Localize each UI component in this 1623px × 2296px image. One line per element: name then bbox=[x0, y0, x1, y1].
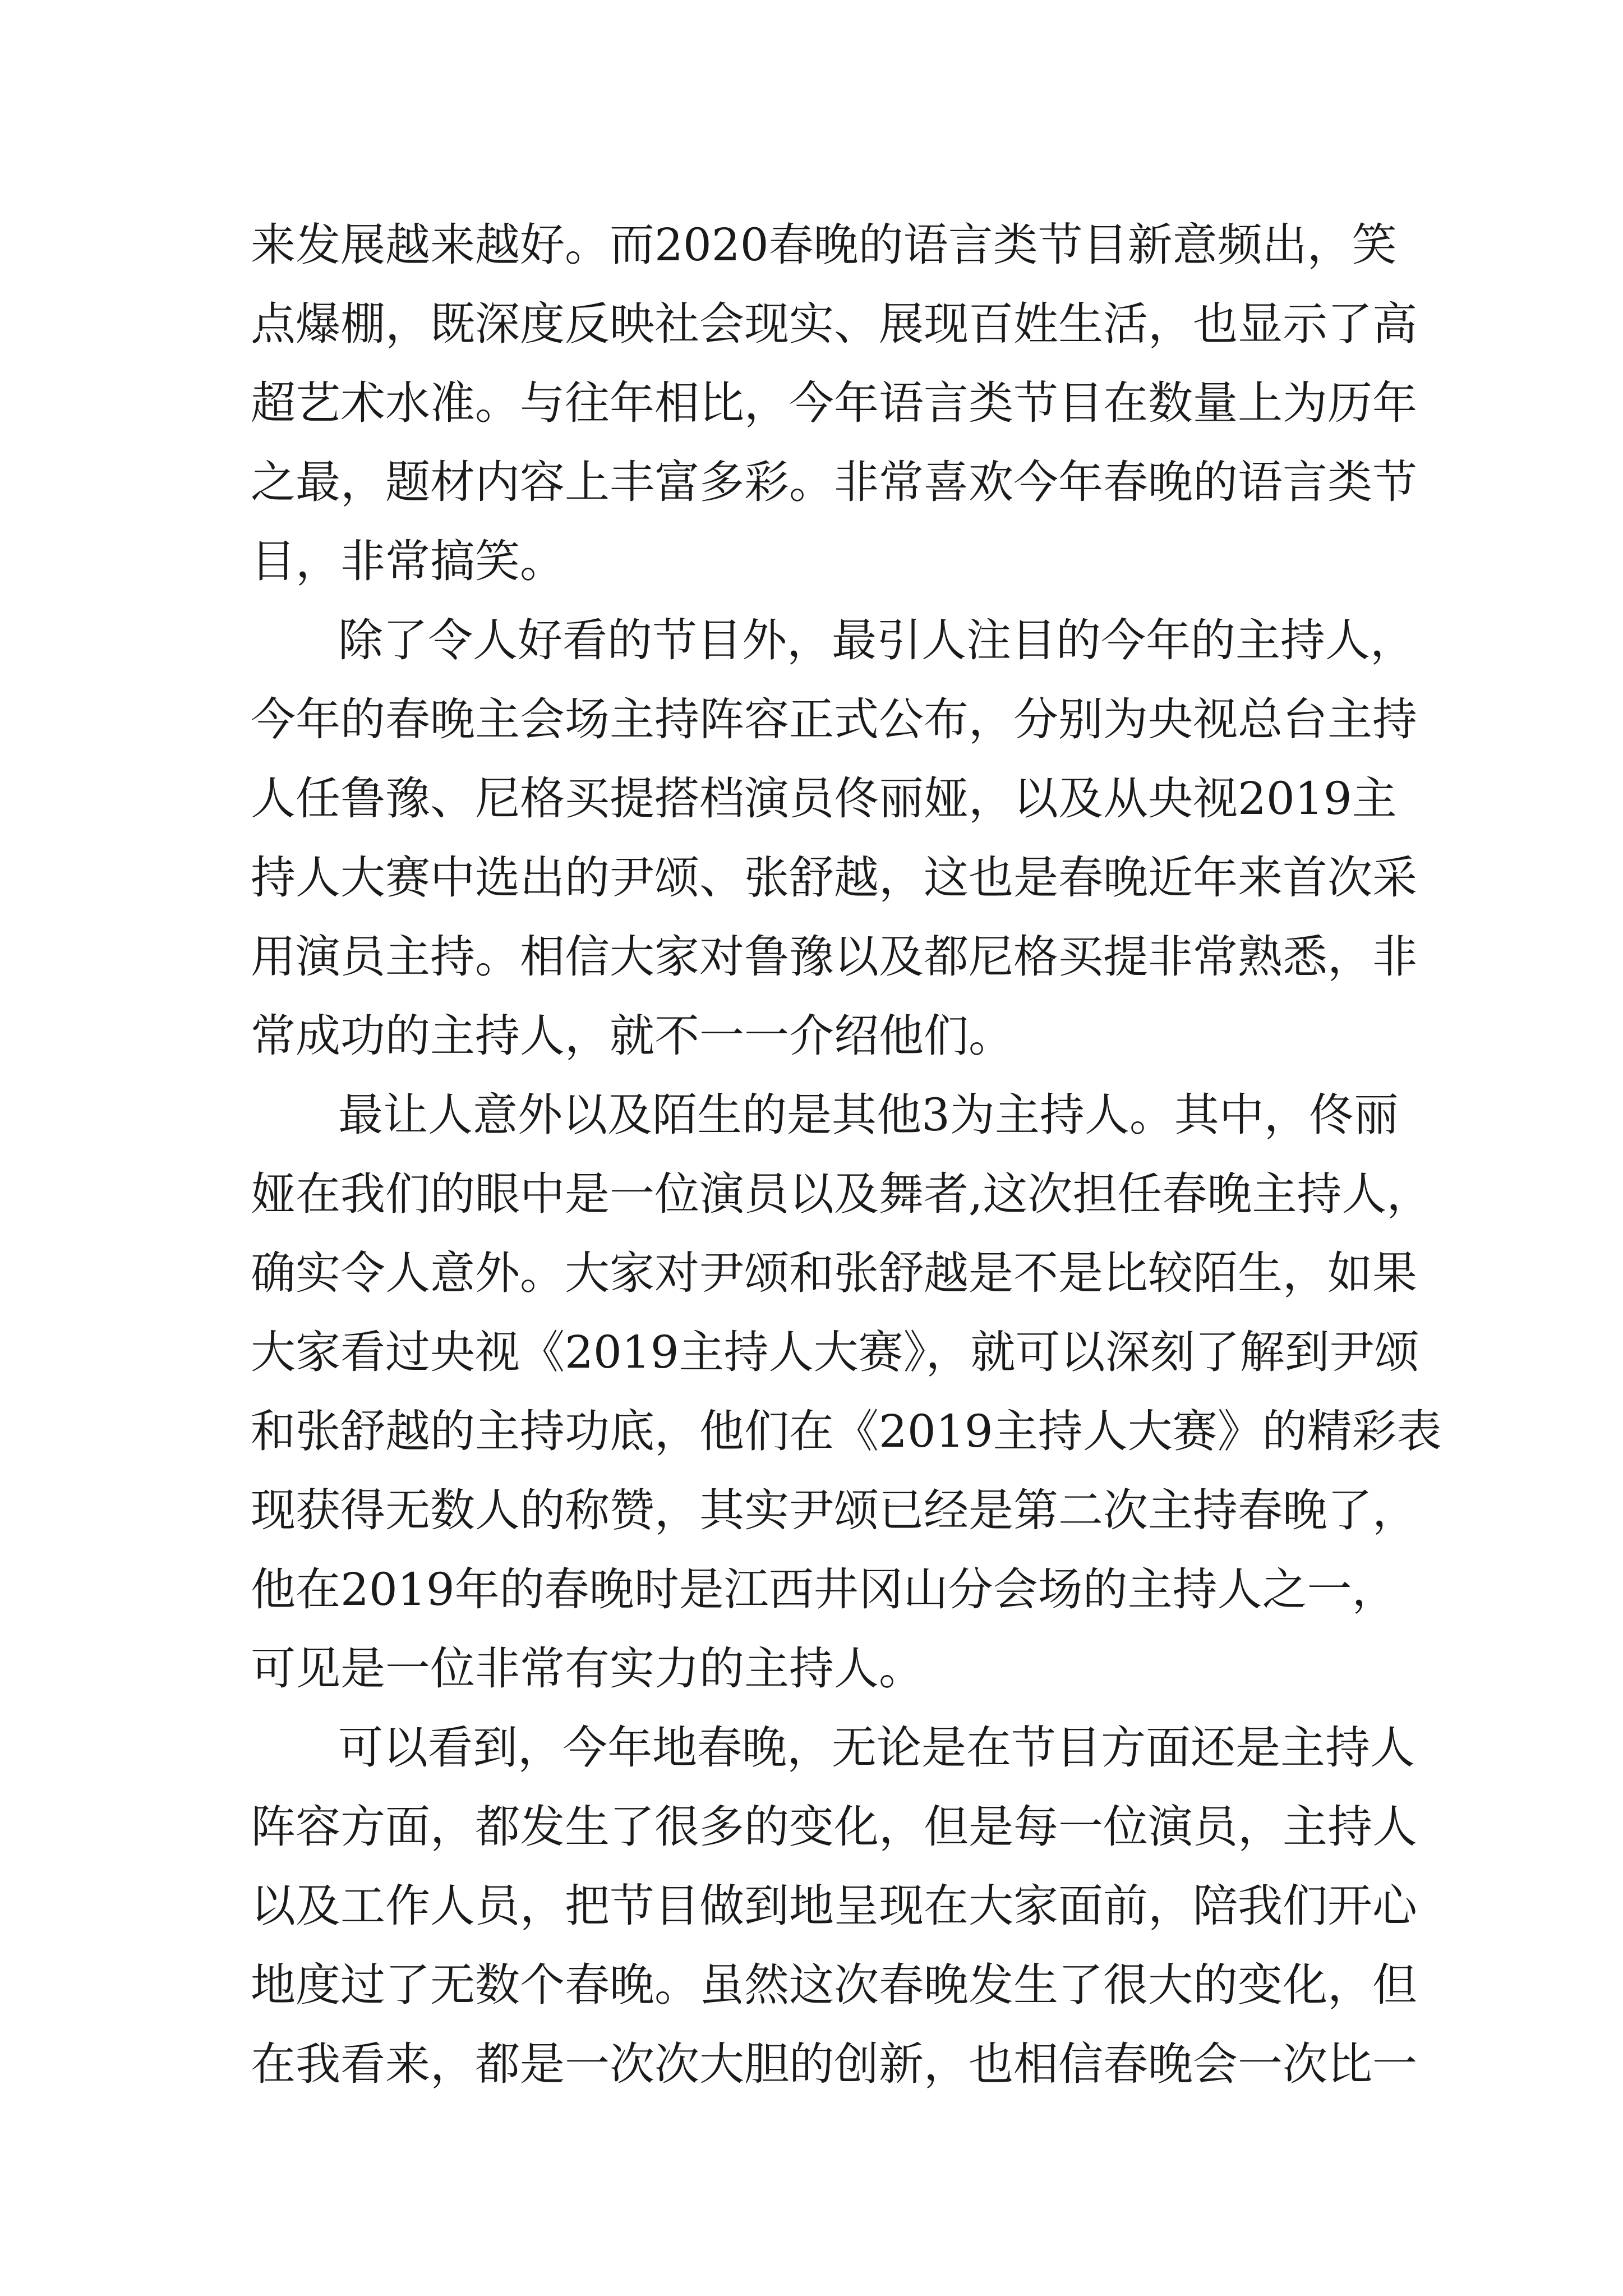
text-line: 娅在我们的眼中是一位演员以及舞者,这次担任春晚主持人， bbox=[251, 1168, 1432, 1220]
text-line: 常成功的主持人，就不一一介绍他们。 bbox=[251, 1010, 1013, 1062]
text-line: 之最，题材内容上丰富多彩。非常喜欢今年春晚的语言类节 bbox=[251, 456, 1417, 508]
text-line: 点爆棚，既深度反映社会现实、展现百姓生活，也显示了高 bbox=[251, 298, 1417, 350]
text-line: 在我看来，都是一次次大胆的创新，也相信春晚会一次比一 bbox=[251, 2038, 1417, 2090]
text-line: 今年的春晚主会场主持阵容正式公布，分别为央视总台主持 bbox=[251, 693, 1417, 746]
text-line: 除了令人好看的节目外，最引人注目的今年的主持人， bbox=[338, 614, 1415, 666]
text-line: 可以看到，今年地春晚，无论是在节目方面还是主持人 bbox=[338, 1722, 1415, 1774]
text-line: 现获得无数人的称赞，其实尹颂已经是第二次主持春晚了， bbox=[251, 1484, 1417, 1536]
text-line: 可见是一位非常有实力的主持人。 bbox=[251, 1642, 924, 1695]
text-line: 和张舒越的主持功底，他们在《2019主持人大赛》的精彩表 bbox=[251, 1405, 1442, 1457]
text-line: 地度过了无数个春晚。虽然这次春晚发生了很大的变化，但 bbox=[251, 1959, 1417, 2011]
text-line: 大家看过央视《2019主持人大赛》，就可以深刻了解到尹颂 bbox=[251, 1326, 1419, 1378]
text-line: 以及工作人员，把节目做到地呈现在大家面前，陪我们开心 bbox=[251, 1880, 1417, 1932]
text-line: 目，非常搞笑。 bbox=[251, 535, 565, 587]
text-line: 超艺术水准。与往年相比，今年语言类节目在数量上为历年 bbox=[251, 377, 1417, 429]
text-line: 人任鲁豫、尼格买提搭档演员佟丽娅，以及从央视2019主 bbox=[251, 772, 1397, 825]
text-line: 最让人意外以及陌生的是其他3为主持人。其中，佟丽 bbox=[338, 1089, 1399, 1141]
text-line: 用演员主持。相信大家对鲁豫以及都尼格买提非常熟悉，非 bbox=[251, 931, 1417, 983]
text-line: 他在2019年的春晚时是江西井冈山分会场的主持人之一， bbox=[251, 1563, 1397, 1616]
text-line: 持人大赛中选出的尹颂、张舒越，这也是春晚近年来首次采 bbox=[251, 852, 1417, 904]
text-line: 来发展越来越好。而2020春晚的语言类节目新意频出，笑 bbox=[251, 219, 1397, 271]
text-line: 确实令人意外。大家对尹颂和张舒越是不是比较陌生，如果 bbox=[251, 1247, 1417, 1299]
text-line: 阵容方面，都发生了很多的变化，但是每一位演员，主持人 bbox=[251, 1801, 1417, 1853]
